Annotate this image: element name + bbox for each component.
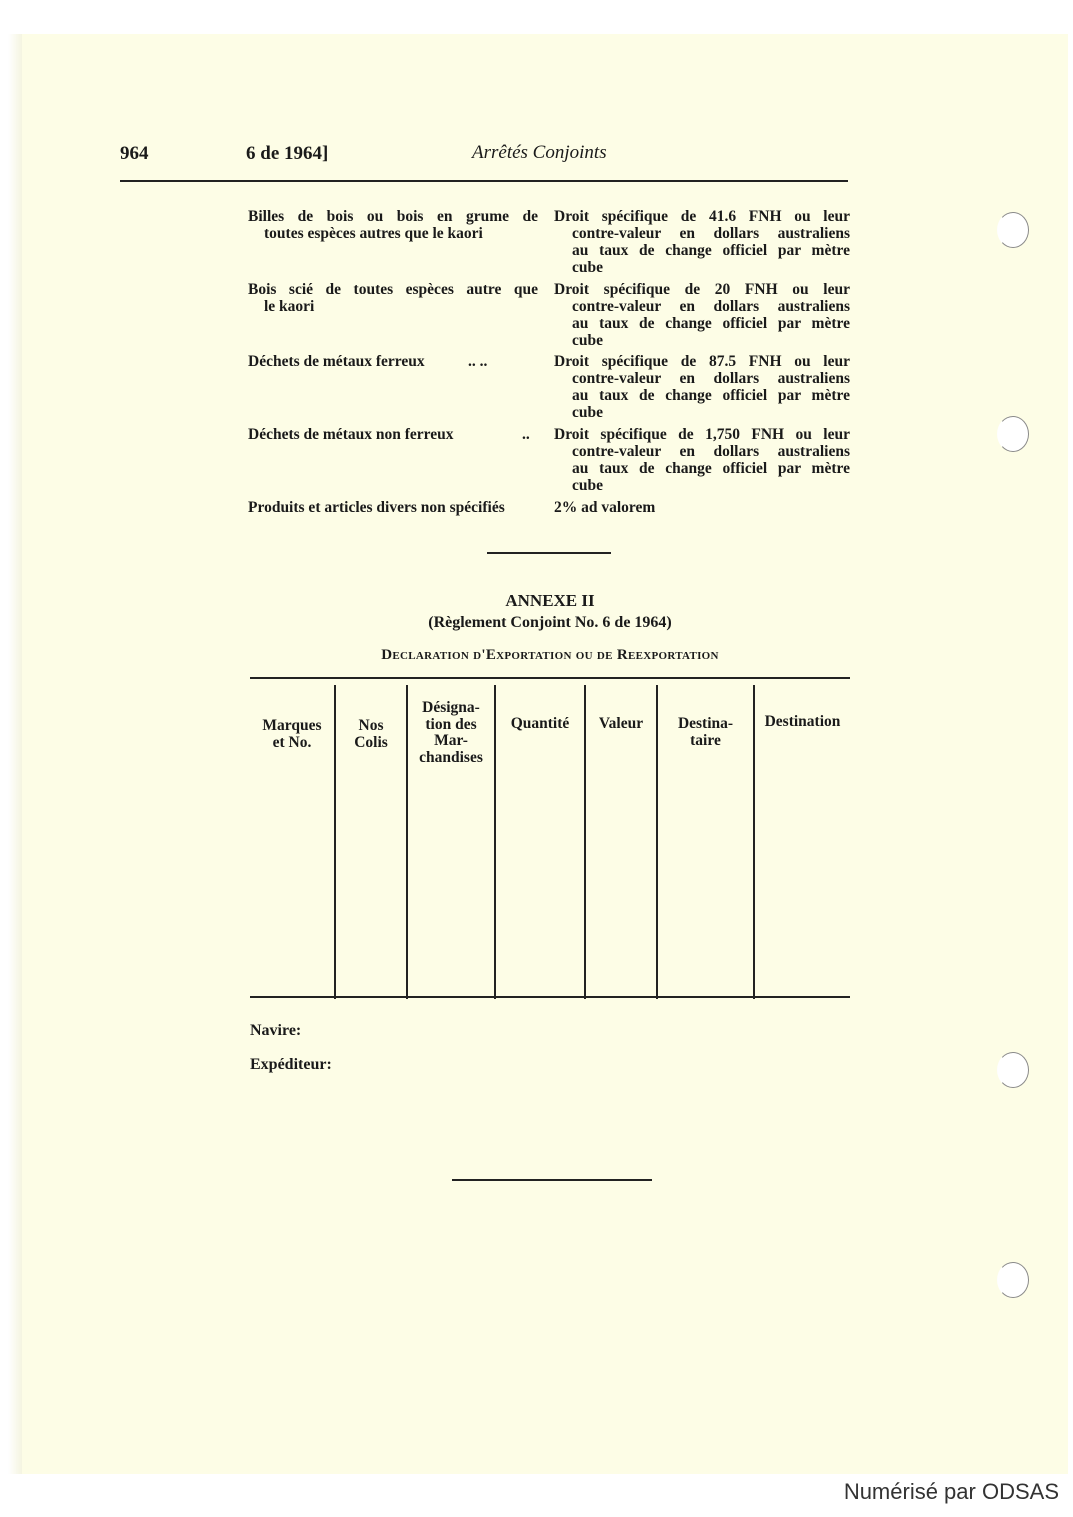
- column-header-destinataire: [658, 716, 753, 749]
- duty-line: contre-valeur en dollars australiens: [572, 370, 850, 387]
- table-top-rule: [250, 677, 850, 679]
- header-line: chandises: [419, 748, 483, 766]
- table-bottom-rule: [250, 996, 850, 998]
- column-header-designation: [408, 700, 494, 766]
- duty-line: cube: [572, 259, 603, 276]
- product-description: [248, 499, 548, 516]
- end-divider: [452, 1179, 652, 1181]
- product-line: Produits et articles divers non spécifiés: [248, 499, 505, 516]
- header-rule: [120, 180, 848, 182]
- duty-line: au taux de change officiel par mètre: [572, 387, 850, 404]
- duty-rate: [554, 499, 850, 516]
- column-header-colis: [336, 718, 406, 751]
- header-line: Marques: [262, 717, 322, 734]
- duty-rate: [554, 426, 850, 494]
- binder-hole-icon: [997, 1052, 1029, 1088]
- section-divider: [487, 552, 611, 554]
- binder-hole-icon: [997, 416, 1029, 452]
- binder-hole-icon: [997, 212, 1029, 248]
- product-line: Déchets de métaux non ferreux: [248, 426, 454, 443]
- duty-line: contre-valeur en dollars australiens: [572, 298, 850, 315]
- header-line: Valeur: [598, 715, 644, 732]
- digitization-watermark: Numérisé par ODSAS: [843, 1479, 1059, 1504]
- duty-line: au taux de change officiel par mètre: [572, 242, 850, 259]
- header-line: Désigna-: [422, 699, 480, 716]
- product-description: [248, 281, 538, 315]
- document-page: [22, 34, 1068, 1474]
- product-line: Billes de bois ou bois en grume de: [248, 208, 538, 225]
- duty-line: contre-valeur en dollars australiens: [572, 443, 850, 460]
- product-description: [248, 208, 538, 242]
- product-line: le kaori: [264, 298, 315, 315]
- annex-title: ANNEXE II: [505, 591, 595, 610]
- duty-line: cube: [572, 477, 603, 494]
- annex-subtitle: (Règlement Conjoint No. 6 de 1964): [428, 614, 672, 631]
- duty-rate: [554, 353, 850, 421]
- page-title: Arrêtés Conjoints: [472, 142, 607, 163]
- header-line: tion des: [425, 715, 477, 733]
- product-description: [248, 353, 538, 370]
- header-line: Quantité: [510, 715, 570, 732]
- duty-line: Droit spécifique de 1,750 FNH ou leur: [554, 426, 850, 443]
- header-line: taire: [690, 731, 721, 749]
- page-number: 964: [120, 143, 149, 164]
- header-line: Destina-: [677, 715, 734, 732]
- header-line: Destination: [764, 713, 841, 730]
- dot-leader: .. ..: [468, 353, 488, 370]
- duty-line: cube: [572, 332, 603, 349]
- ship-label: Navire:: [250, 1022, 302, 1039]
- product-line: Déchets de métaux ferreux: [248, 353, 425, 370]
- duty-line: cube: [572, 404, 603, 421]
- column-header-valeur: [586, 716, 656, 733]
- column-header-destination: [755, 714, 850, 731]
- header-line: Colis: [354, 733, 388, 751]
- column-header-quantite: [496, 716, 584, 733]
- dot-leader: ..: [522, 426, 530, 443]
- duty-line: Droit spécifique de 87.5 FNH ou leur: [554, 353, 850, 370]
- header-line: Nos: [358, 717, 384, 734]
- duty-line: 2% ad valorem: [554, 499, 656, 516]
- duty-line: au taux de change officiel par mètre: [572, 315, 850, 332]
- product-line: Bois scié de toutes espèces autre que: [248, 281, 538, 298]
- binder-hole-icon: [997, 1262, 1029, 1298]
- duty-line: Droit spécifique de 20 FNH ou leur: [554, 281, 850, 298]
- regulation-reference: 6 de 1964]: [246, 143, 329, 164]
- shipper-label: Expéditeur:: [250, 1056, 332, 1073]
- form-title: Declaration d'Exportation ou de Reexportation: [381, 647, 719, 663]
- duty-rate: [554, 208, 850, 276]
- column-divider: [753, 685, 755, 999]
- column-header-marques: [252, 718, 332, 751]
- duty-rate: [554, 281, 850, 349]
- duty-line: contre-valeur en dollars australiens: [572, 225, 850, 242]
- header-line: et No.: [272, 733, 312, 751]
- product-description: [248, 426, 538, 443]
- duty-line: au taux de change officiel par mètre: [572, 460, 850, 477]
- header-line: Mar-: [434, 732, 468, 749]
- product-line: toutes espèces autres que le kaori: [264, 225, 483, 242]
- duty-line: Droit spécifique de 41.6 FNH ou leur: [554, 208, 850, 225]
